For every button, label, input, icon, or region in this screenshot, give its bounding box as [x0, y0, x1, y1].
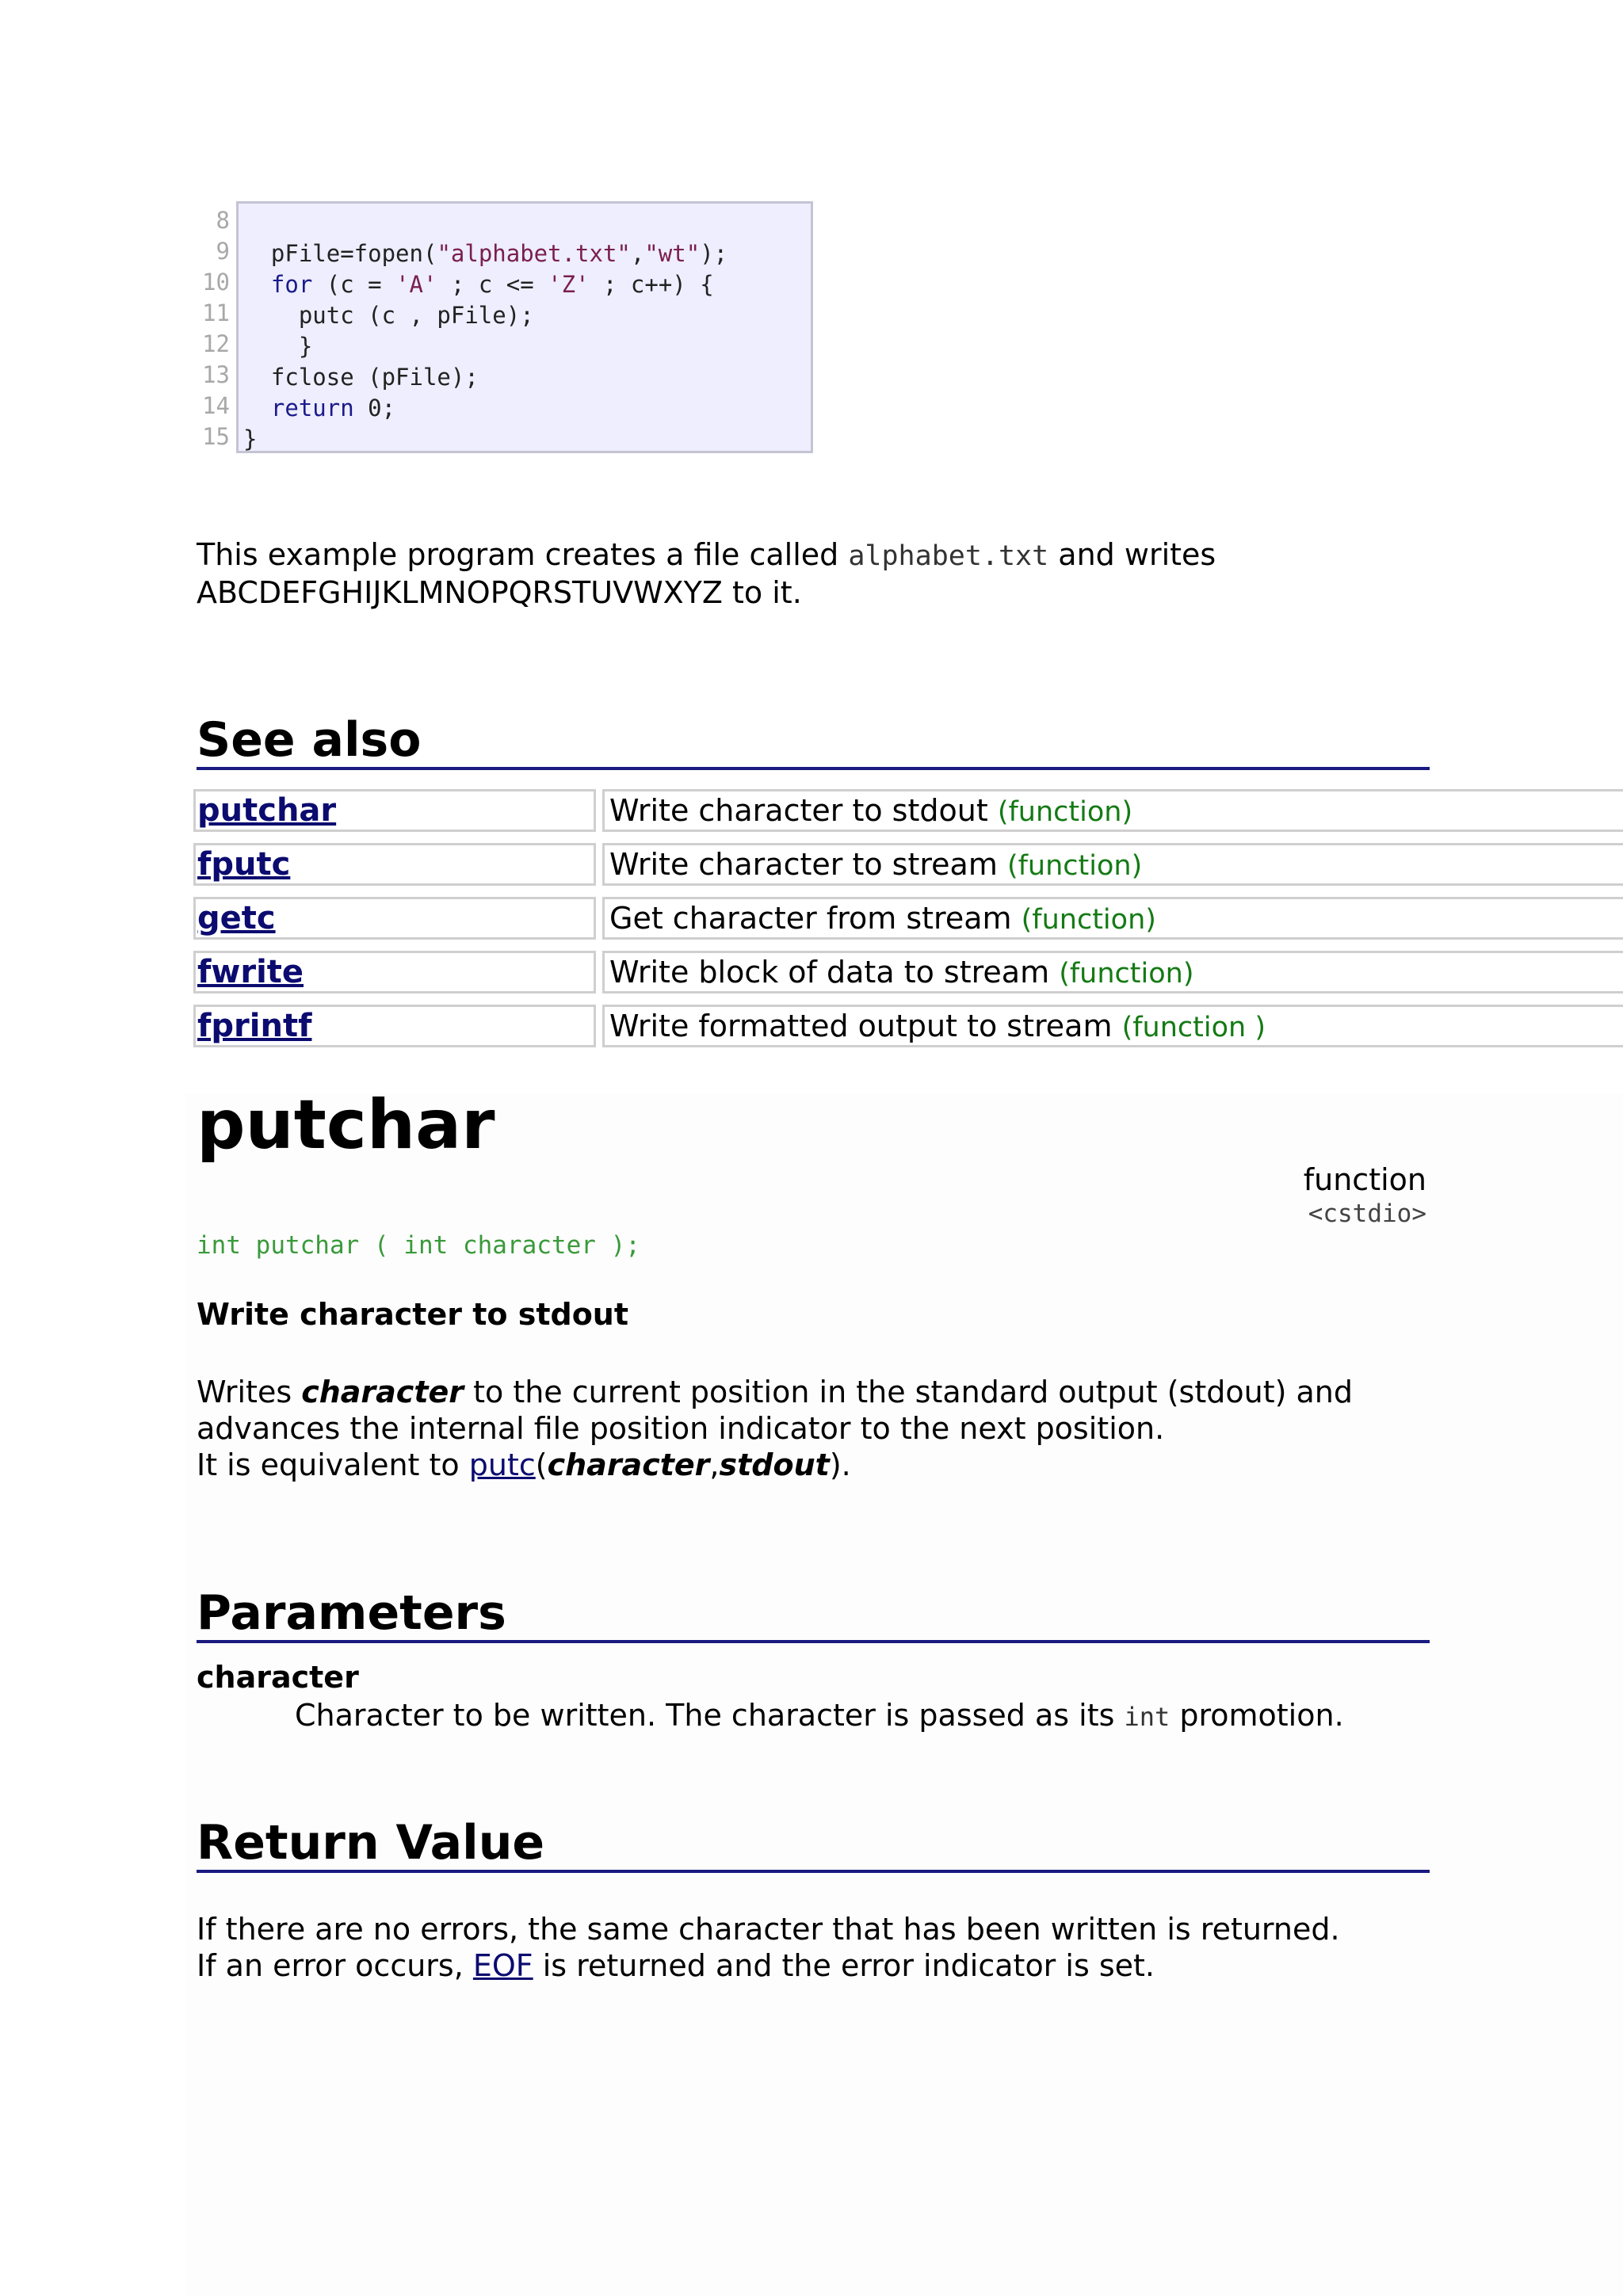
return-text: If an error occurs, [197, 1948, 473, 1983]
code-line: } [243, 425, 258, 452]
code-line: return 0; [270, 395, 396, 421]
description-line2: advances the internal file position indicator to the next position. [197, 1411, 1165, 1446]
see-also-description: Write formatted output to stream [609, 1009, 1113, 1043]
page-title: putchar [197, 1085, 495, 1165]
code-line: pFile=fopen("alphabet.txt","wt"); [243, 240, 728, 267]
see-also-link[interactable]: getc [197, 900, 276, 936]
parameter-name: character [197, 1660, 359, 1695]
see-also-description: Write block of data to stream [609, 955, 1050, 990]
see-also-desc-cell [602, 789, 1623, 832]
see-also-name-cell [193, 897, 596, 940]
code-line: fclose (pFile); [243, 364, 479, 391]
see-also-tag: (function) [1021, 904, 1156, 936]
see-also-description: Get character from stream [609, 901, 1012, 936]
param-desc-text: promotion. [1170, 1698, 1344, 1733]
see-also-description: Write character to stream [609, 847, 998, 882]
param-ref: character [301, 1375, 464, 1409]
see-also-link[interactable]: fwrite [197, 954, 304, 990]
see-also-tag: (function) [1006, 850, 1143, 882]
param-ref: character [547, 1447, 710, 1482]
desc-text: ( [535, 1447, 548, 1482]
see-also-link[interactable]: putchar [197, 792, 337, 829]
see-also-tag: (function ) [1121, 1012, 1266, 1043]
see-also-link[interactable]: fputc [197, 846, 291, 883]
kind-label: function [1303, 1162, 1426, 1197]
desc-text: Writes [197, 1375, 302, 1409]
eof-link[interactable]: EOF [472, 1948, 533, 1983]
code-box [236, 201, 813, 453]
see-also-name-cell [193, 1005, 596, 1047]
code-line: putc (c , pFile); [243, 302, 534, 329]
example-text: and writes [1048, 537, 1216, 572]
desc-text: , [709, 1447, 720, 1482]
desc-text: to the current position in the standard output (stdout) and [464, 1375, 1353, 1409]
code-line [243, 208, 811, 238]
see-also-name-cell [193, 789, 596, 832]
code-line: for (c = 'A' ; c <= 'Z' ; c++) { [270, 271, 714, 298]
stdout-ref: stdout [719, 1447, 830, 1482]
example-filename-code: alphabet.txt [848, 540, 1049, 572]
function-prototype: int putchar ( int character ); [197, 1231, 640, 1260]
see-also-row [193, 897, 1623, 940]
see-also-row [193, 789, 1623, 832]
see-also-tag: (function) [997, 796, 1133, 828]
parameters-heading: Parameters [197, 1586, 1430, 1643]
parameter-description [295, 1697, 1344, 1735]
return-line1: If there are no errors, the same character that has been written is returned. [197, 1912, 1340, 1947]
see-also-heading: See also [197, 713, 1430, 770]
line-numbers: 8 9 10 11 12 13 14 15 [202, 207, 230, 450]
putc-link[interactable]: putc [468, 1447, 536, 1482]
example-description-line2: ABCDEFGHIJKLMNOPQRSTUVWXYZ to it. [197, 575, 802, 610]
return-line2 [197, 1947, 1155, 1984]
desc-text: It is equivalent to [197, 1447, 469, 1482]
see-also-desc-cell [602, 1005, 1623, 1047]
return-text: is returned and the error indicator is set. [533, 1948, 1155, 1983]
desc-text: ). [829, 1447, 851, 1482]
content-background [185, 1093, 1623, 2296]
example-description-line1 [197, 536, 1216, 574]
see-also-name-cell [193, 951, 596, 994]
int-code: int [1124, 1702, 1170, 1732]
param-desc-text: Character to be written. The character is passed as its [295, 1698, 1125, 1733]
see-also-desc-cell [602, 951, 1623, 994]
see-also-row [193, 951, 1623, 994]
header-file: <cstdio> [1308, 1199, 1426, 1228]
see-also-row [193, 843, 1623, 886]
return-value-heading: Return Value [197, 1816, 1430, 1873]
see-also-description: Write character to stdout [609, 793, 988, 828]
code-line: } [243, 333, 313, 360]
see-also-row [193, 1005, 1623, 1047]
see-also-desc-cell [602, 843, 1623, 886]
function-summary: Write character to stdout [197, 1297, 629, 1332]
see-also-link[interactable]: fprintf [197, 1008, 312, 1044]
see-also-desc-cell [602, 897, 1623, 940]
description-line3 [197, 1447, 851, 1483]
see-also-tag: (function) [1059, 958, 1194, 990]
example-text: This example program creates a file called [197, 537, 849, 572]
see-also-name-cell [193, 843, 596, 886]
description-line1 [197, 1374, 1353, 1410]
